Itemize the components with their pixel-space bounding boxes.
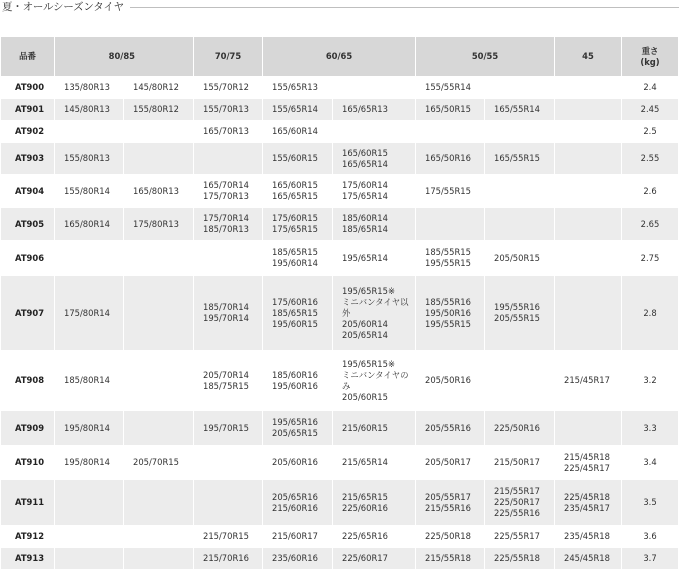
tire-size: 205/55R15 — [494, 313, 540, 323]
size-cell — [55, 276, 124, 351]
tire-size: 165/70R14 — [203, 180, 249, 190]
size-cell — [124, 121, 194, 143]
tire-size: 225/60R16 — [342, 502, 388, 513]
tire-size: 195/65R15※ — [342, 358, 395, 369]
size-cell — [263, 143, 333, 175]
weight-cell: 2.55 — [622, 143, 679, 175]
tire-size: 175/70R13 — [203, 191, 249, 201]
size-cell — [416, 351, 485, 411]
tire-size: 165/55R15 — [494, 153, 540, 163]
tire-size: 175/60R16 — [272, 296, 318, 307]
tire-size: 195/65R16 — [272, 417, 318, 427]
size-cell — [124, 241, 194, 276]
tire-size: 205/55R17 — [425, 491, 471, 502]
size-cell — [333, 548, 416, 570]
table-row — [1, 208, 679, 241]
size-cell — [485, 143, 555, 175]
size-cell — [333, 276, 416, 351]
tire-size: 175/60R15 — [272, 213, 318, 223]
size-cell — [485, 99, 555, 121]
size-cell — [55, 548, 124, 570]
page-title: 夏・オールシーズンタイヤ — [2, 1, 124, 13]
model-cell: AT907 — [1, 276, 55, 351]
table-row — [1, 77, 679, 99]
size-cell — [124, 548, 194, 570]
title-row — [0, 0, 679, 16]
tire-size: 205/65R14 — [342, 329, 388, 340]
size-cell — [485, 446, 555, 480]
tire-size: 185/65R15 — [272, 307, 318, 318]
tire-size: 225/50R18 — [425, 531, 471, 541]
tire-size: 215/70R16 — [203, 553, 249, 563]
tire-size: ミニバンタイヤの — [342, 369, 409, 380]
tire-size: 195/65R14 — [342, 252, 388, 263]
table-header-row — [1, 37, 679, 77]
size-cell — [333, 411, 416, 446]
tire-size: 235/60R16 — [272, 553, 318, 563]
size-cell — [416, 99, 485, 121]
tire-size: 195/60R14 — [272, 258, 318, 268]
size-cell — [263, 446, 333, 480]
model-cell: AT912 — [1, 526, 55, 548]
tire-size: 155/55R14 — [425, 82, 471, 92]
tire-size: 145/80R13 — [64, 104, 110, 114]
size-cell — [194, 143, 263, 175]
size-cell — [124, 175, 194, 208]
tire-size: 205/50R17 — [425, 457, 471, 467]
tire-size: 195/65R15※ — [342, 285, 395, 296]
model-cell: AT903 — [1, 143, 55, 175]
size-cell — [55, 121, 124, 143]
size-cell — [194, 241, 263, 276]
size-cell — [124, 411, 194, 446]
size-cell — [55, 241, 124, 276]
size-cell — [194, 121, 263, 143]
table-body — [1, 77, 679, 570]
tire-size: 165/55R14 — [494, 104, 540, 114]
tire-size: 205/60R16 — [272, 457, 318, 467]
tire-size: 195/80R14 — [64, 422, 110, 433]
tire-size: 185/65R15 — [272, 247, 318, 257]
tire-size: 145/80R12 — [133, 82, 179, 92]
weight-cell: 3.6 — [622, 526, 679, 548]
tire-size: 225/45R17 — [564, 462, 610, 473]
tire-size: 205/50R16 — [425, 375, 471, 385]
size-cell — [55, 77, 124, 99]
size-cell — [263, 77, 333, 99]
header-45: 45 — [555, 37, 622, 77]
tire-size: 225/55R18 — [494, 553, 540, 563]
size-cell — [263, 276, 333, 351]
size-cell — [555, 276, 622, 351]
size-cell — [555, 446, 622, 480]
size-cell — [416, 526, 485, 548]
weight-cell: 3.7 — [622, 548, 679, 570]
size-cell — [124, 276, 194, 351]
tire-size: 165/60R15 — [342, 147, 388, 158]
size-cell — [194, 208, 263, 241]
size-cell — [333, 526, 416, 548]
tire-size: 165/65R15 — [272, 191, 318, 201]
tire-size: 195/50R16 — [425, 307, 471, 318]
tire-size: 185/55R16 — [425, 296, 471, 307]
table-row — [1, 411, 679, 446]
size-cell — [485, 548, 555, 570]
tire-size: 225/55R16 — [494, 508, 540, 518]
size-cell — [555, 548, 622, 570]
size-cell — [333, 241, 416, 276]
tire-size: 215/65R14 — [342, 457, 388, 467]
weight-cell: 2.5 — [622, 121, 679, 143]
tire-size: 165/65R13 — [342, 104, 388, 114]
size-cell — [555, 175, 622, 208]
tire-size: 195/60R16 — [272, 380, 318, 391]
tire-size: 225/65R16 — [342, 531, 388, 541]
size-cell — [555, 99, 622, 121]
size-cell — [263, 351, 333, 411]
size-cell — [416, 143, 485, 175]
weight-cell: 3.4 — [622, 446, 679, 480]
size-cell — [194, 99, 263, 121]
size-cell — [124, 77, 194, 99]
size-cell — [124, 446, 194, 480]
size-cell — [333, 351, 416, 411]
tire-size: 175/65R14 — [342, 191, 388, 201]
header-weight-label: 重さ — [641, 45, 659, 56]
size-cell — [333, 480, 416, 526]
tire-size: 165/80R13 — [133, 185, 179, 196]
tire-size: 175/55R15 — [425, 185, 471, 196]
size-cell — [263, 121, 333, 143]
model-cell: AT909 — [1, 411, 55, 446]
tire-size: 155/65R13 — [272, 82, 318, 92]
header-60-65: 60/65 — [263, 37, 416, 77]
tire-size: 135/80R13 — [64, 82, 110, 92]
tire-size: 215/60R16 — [272, 502, 318, 513]
weight-cell: 2.75 — [622, 241, 679, 276]
model-cell: AT904 — [1, 175, 55, 208]
tire-size: 225/60R17 — [342, 553, 388, 563]
size-cell — [124, 480, 194, 526]
size-cell — [416, 411, 485, 446]
model-cell: AT905 — [1, 208, 55, 241]
model-cell: AT900 — [1, 77, 55, 99]
size-cell — [333, 77, 416, 99]
tire-size: 185/70R14 — [203, 302, 249, 312]
size-cell — [485, 526, 555, 548]
size-cell — [124, 143, 194, 175]
model-cell: AT910 — [1, 446, 55, 480]
tire-size: 155/80R14 — [64, 185, 110, 196]
size-cell — [55, 480, 124, 526]
size-cell — [194, 351, 263, 411]
size-cell — [485, 241, 555, 276]
size-cell — [416, 548, 485, 570]
size-cell — [555, 208, 622, 241]
size-cell — [555, 526, 622, 548]
size-cell — [416, 175, 485, 208]
size-cell — [263, 241, 333, 276]
header-80-85: 80/85 — [55, 37, 194, 77]
tire-size: 185/80R14 — [64, 375, 110, 385]
table-row — [1, 121, 679, 143]
weight-cell: 2.8 — [622, 276, 679, 351]
header-model: 品番 — [1, 37, 55, 77]
tire-size: 155/60R15 — [272, 153, 318, 163]
table-row — [1, 351, 679, 411]
size-cell — [194, 548, 263, 570]
size-cell — [485, 121, 555, 143]
tire-size: 175/60R14 — [342, 180, 388, 190]
size-cell — [485, 351, 555, 411]
size-cell — [124, 99, 194, 121]
size-cell — [416, 241, 485, 276]
tire-size: 175/80R13 — [133, 218, 179, 229]
tire-size: 195/80R14 — [64, 457, 110, 467]
size-cell — [485, 480, 555, 526]
header-weight-unit: (kg) — [640, 56, 660, 67]
tire-size: 225/50R17 — [494, 497, 540, 507]
tire-size: 155/80R13 — [64, 153, 110, 163]
model-cell: AT902 — [1, 121, 55, 143]
size-cell — [555, 143, 622, 175]
size-cell — [124, 526, 194, 548]
tire-size: 215/45R18 — [564, 451, 610, 462]
weight-cell: 2.45 — [622, 99, 679, 121]
tire-size: 235/45R17 — [564, 502, 610, 513]
tire-size: 215/60R15 — [342, 422, 388, 433]
size-cell — [55, 208, 124, 241]
tire-size: 215/55R17 — [494, 486, 540, 496]
tire-size: 175/80R14 — [64, 307, 110, 318]
size-cell — [416, 276, 485, 351]
tire-size: 165/50R15 — [425, 104, 471, 114]
tire-size: 185/60R16 — [272, 369, 318, 380]
tire-size: 195/70R15 — [203, 422, 249, 433]
size-cell — [485, 208, 555, 241]
size-cell — [485, 276, 555, 351]
size-cell — [194, 276, 263, 351]
tire-size: 185/55R15 — [425, 247, 471, 257]
tire-size: 185/70R13 — [203, 224, 249, 234]
tire-size: 195/55R15 — [425, 258, 471, 268]
title-divider — [130, 7, 679, 8]
size-cell — [263, 99, 333, 121]
size-cell — [194, 446, 263, 480]
header-70-75: 70/75 — [194, 37, 263, 77]
tire-size: 165/60R15 — [272, 180, 318, 190]
weight-cell: 3.5 — [622, 480, 679, 526]
tire-size: 155/80R12 — [133, 104, 179, 114]
header-weight — [622, 37, 679, 77]
size-cell — [263, 175, 333, 208]
tire-size: 205/65R16 — [272, 491, 318, 502]
size-cell — [263, 548, 333, 570]
size-cell — [333, 208, 416, 241]
tire-size: 175/70R14 — [203, 213, 249, 223]
tire-size: 195/55R15 — [425, 318, 471, 329]
tire-size: 195/55R16 — [494, 302, 540, 312]
model-cell: AT913 — [1, 548, 55, 570]
size-cell — [485, 77, 555, 99]
size-cell — [124, 351, 194, 411]
model-cell: AT901 — [1, 99, 55, 121]
size-cell — [555, 351, 622, 411]
tire-size: み — [342, 380, 351, 391]
size-cell — [263, 480, 333, 526]
size-cell — [333, 99, 416, 121]
size-cell — [416, 208, 485, 241]
model-cell: AT906 — [1, 241, 55, 276]
tire-size: 195/70R14 — [203, 313, 249, 323]
size-cell — [55, 411, 124, 446]
size-cell — [263, 526, 333, 548]
tire-size: 205/60R15 — [342, 391, 388, 402]
tire-size: 165/70R13 — [203, 126, 249, 136]
size-cell — [55, 351, 124, 411]
table-row — [1, 99, 679, 121]
size-cell — [194, 175, 263, 208]
size-cell — [555, 480, 622, 526]
tire-size: 205/60R14 — [342, 318, 388, 329]
size-cell — [263, 411, 333, 446]
size-cell — [333, 175, 416, 208]
size-cell — [555, 77, 622, 99]
tire-size: 165/60R14 — [272, 126, 318, 136]
tire-size: 245/45R18 — [564, 553, 610, 563]
tire-size: 195/60R15 — [272, 318, 318, 329]
tire-size: 215/70R15 — [203, 531, 249, 541]
tire-size: 205/70R15 — [133, 457, 179, 467]
weight-cell: 3.3 — [622, 411, 679, 446]
tire-size: 205/55R16 — [425, 422, 471, 433]
tire-size: 155/70R12 — [203, 82, 249, 92]
tire-size: 215/45R17 — [564, 375, 610, 385]
tire-size: 185/75R15 — [203, 380, 249, 391]
table-row — [1, 446, 679, 480]
size-cell — [194, 411, 263, 446]
size-cell — [194, 526, 263, 548]
size-cell — [124, 208, 194, 241]
tire-size: 215/50R17 — [494, 457, 540, 467]
tire-size: 185/65R14 — [342, 224, 388, 234]
size-cell — [55, 526, 124, 548]
tire-size: 205/65R15 — [272, 428, 318, 438]
size-cell — [263, 208, 333, 241]
table-row — [1, 276, 679, 351]
tire-size: 155/65R14 — [272, 104, 318, 114]
tire-size-table — [0, 36, 679, 570]
table-row — [1, 175, 679, 208]
size-cell — [194, 77, 263, 99]
tire-size: 215/65R15 — [342, 491, 388, 502]
tire-size: 205/70R14 — [203, 369, 249, 380]
model-cell: AT908 — [1, 351, 55, 411]
size-cell — [485, 411, 555, 446]
tire-size: 215/60R17 — [272, 531, 318, 541]
size-cell — [555, 241, 622, 276]
tire-size: 225/55R17 — [494, 531, 540, 541]
table-row — [1, 548, 679, 570]
table-row — [1, 241, 679, 276]
weight-cell: 2.4 — [622, 77, 679, 99]
tire-size: 185/60R14 — [342, 213, 388, 223]
size-cell — [555, 411, 622, 446]
size-cell — [333, 446, 416, 480]
tire-size: 165/80R14 — [64, 218, 110, 229]
size-cell — [333, 143, 416, 175]
size-cell — [416, 77, 485, 99]
tire-size: 165/65R14 — [342, 158, 388, 169]
tire-size: ミニバンタイヤ以 — [342, 296, 409, 307]
tire-size: 225/50R16 — [494, 422, 540, 433]
size-cell — [555, 121, 622, 143]
tire-size: 215/55R16 — [425, 502, 471, 513]
tire-size: 205/50R15 — [494, 252, 540, 263]
tire-size: 225/45R18 — [564, 491, 610, 502]
weight-cell: 3.2 — [622, 351, 679, 411]
weight-cell: 2.6 — [622, 175, 679, 208]
size-cell — [416, 480, 485, 526]
model-cell: AT911 — [1, 480, 55, 526]
size-cell — [194, 480, 263, 526]
size-cell — [55, 99, 124, 121]
size-cell — [485, 175, 555, 208]
tire-size: 外 — [342, 307, 351, 318]
tire-size: 175/65R15 — [272, 224, 318, 234]
size-cell — [416, 121, 485, 143]
size-cell — [55, 143, 124, 175]
tire-size: 165/50R16 — [425, 153, 471, 163]
table-row — [1, 143, 679, 175]
size-cell — [55, 175, 124, 208]
tire-size: 215/55R18 — [425, 553, 471, 563]
table-row — [1, 526, 679, 548]
tire-size: 155/70R13 — [203, 104, 249, 114]
weight-cell: 2.65 — [622, 208, 679, 241]
size-cell — [55, 446, 124, 480]
size-cell — [333, 121, 416, 143]
header-50-55: 50/55 — [416, 37, 555, 77]
size-cell — [416, 446, 485, 480]
table-row — [1, 480, 679, 526]
tire-size: 235/45R18 — [564, 531, 610, 541]
